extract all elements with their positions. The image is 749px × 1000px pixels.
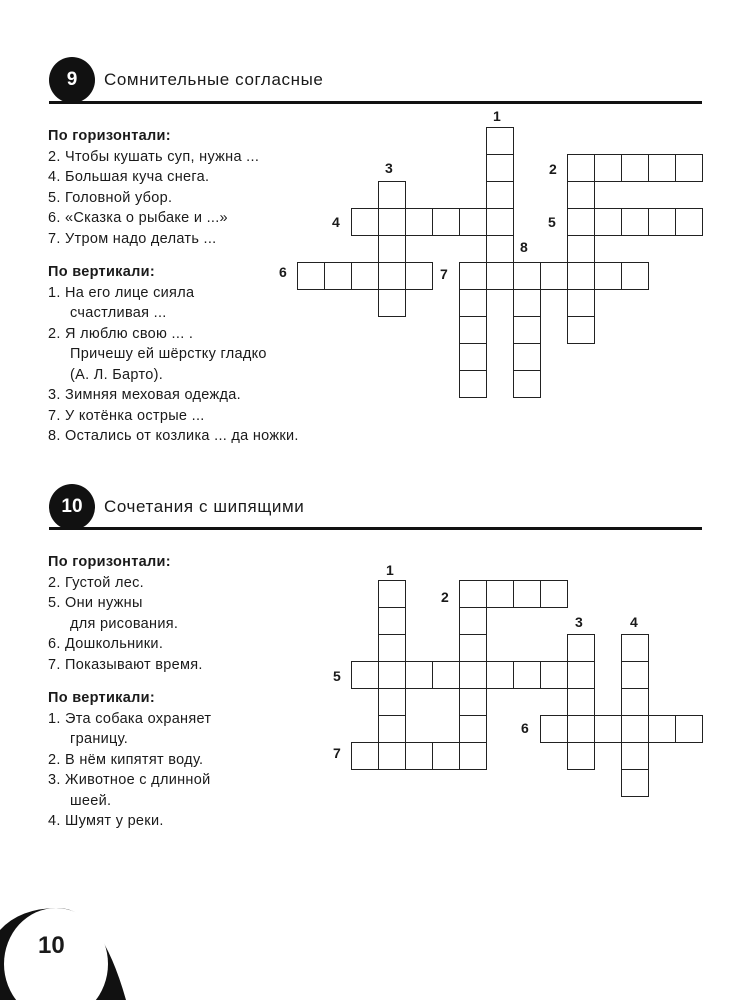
section-number-badge: 10	[49, 484, 95, 530]
crossword-cell[interactable]	[405, 742, 433, 770]
crossword-cell[interactable]	[621, 742, 649, 770]
clue-continuation: границу.	[70, 731, 129, 747]
grid-number: 4	[630, 614, 638, 630]
crossword-cell[interactable]	[459, 688, 487, 716]
crossword-cell[interactable]	[378, 607, 406, 635]
crossword-cell[interactable]	[351, 661, 379, 689]
grid-number: 8	[520, 239, 528, 255]
section-number-badge: 9	[49, 57, 95, 103]
crossword-cell[interactable]	[621, 715, 649, 743]
clue: 2. Я люблю свою ... .	[48, 325, 194, 342]
crossword-cell[interactable]	[567, 688, 595, 716]
crossword-cell[interactable]	[351, 742, 379, 770]
crossword-cell[interactable]	[567, 661, 595, 689]
crossword-cell[interactable]	[378, 661, 406, 689]
clue: 7. У котёнка острые ...	[48, 407, 205, 424]
crossword-cell[interactable]	[378, 688, 406, 716]
crossword-cell[interactable]	[567, 634, 595, 662]
clue: 8. Остались от козлика ... да ножки.	[48, 428, 299, 444]
crossword-cell[interactable]	[513, 580, 541, 608]
grid-number: 7	[333, 745, 341, 761]
crossword-cell[interactable]	[432, 742, 460, 770]
crossword-cell[interactable]	[459, 634, 487, 662]
crossword-cell[interactable]	[594, 715, 622, 743]
crossword-cell[interactable]	[621, 688, 649, 716]
clue: 7. Утром надо делать ...	[48, 230, 217, 247]
page-number: 10	[38, 932, 65, 959]
grid-number: 1	[386, 562, 394, 578]
crossword-cell[interactable]	[486, 580, 514, 608]
crossword-cell[interactable]	[378, 715, 406, 743]
grid-number: 3	[575, 614, 583, 630]
crossword-cell[interactable]	[540, 580, 568, 608]
crossword-cell[interactable]	[540, 661, 568, 689]
clue-continuation: для рисования.	[70, 615, 179, 632]
crossword-cell[interactable]	[486, 661, 514, 689]
section-title: Сомнительные согласные	[104, 70, 324, 89]
crossword-cell[interactable]	[432, 661, 460, 689]
grid-number: 5	[333, 668, 341, 684]
crossword-cell[interactable]	[459, 607, 487, 635]
crossword-cell[interactable]	[378, 634, 406, 662]
grid-number: 5	[548, 214, 556, 230]
crossword-cell[interactable]	[621, 661, 649, 689]
grid-number: 6	[521, 720, 529, 736]
down-heading: По вертикали:	[48, 264, 155, 280]
crossword-cell[interactable]	[378, 580, 406, 608]
crossword-cell[interactable]	[459, 661, 487, 689]
grid-number: 4	[332, 214, 340, 230]
across-heading: По горизонтали:	[48, 128, 171, 144]
crossword-cell[interactable]	[567, 742, 595, 770]
clue: 6. Дошкольники.	[48, 636, 164, 652]
grid-number: 3	[385, 160, 393, 176]
clue: 2. В нём кипятят воду.	[48, 751, 204, 768]
down-heading: По вертикали:	[48, 690, 155, 706]
clue: 3. Животное с длинной	[48, 772, 211, 788]
crossword-cell[interactable]	[540, 715, 568, 743]
clue-continuation: счастливая ...	[70, 305, 167, 321]
clue: 3. Зимняя меховая одежда.	[48, 387, 241, 403]
crossword-cell[interactable]	[513, 661, 541, 689]
crossword-cell[interactable]	[405, 661, 433, 689]
clue: 4. Большая куча снега.	[48, 169, 210, 185]
clue: 7. Показывают время.	[48, 656, 203, 673]
clue: 1. Эта собака охраняет	[48, 710, 212, 727]
page-corner-decoration	[0, 900, 140, 1000]
across-heading: По горизонтали:	[48, 554, 171, 570]
clue-continuation: шеей.	[70, 792, 112, 809]
crossword-cell[interactable]	[459, 715, 487, 743]
crossword-cell[interactable]	[621, 634, 649, 662]
crossword-cell[interactable]	[459, 742, 487, 770]
clue: 4. Шумят у реки.	[48, 813, 164, 829]
grid-number: 2	[549, 161, 557, 177]
crossword-cell[interactable]	[675, 715, 703, 743]
clue: 5. Они нужны	[48, 595, 143, 611]
clue-continuation: (А. Л. Барто).	[70, 366, 164, 383]
crossword-cell[interactable]	[459, 580, 487, 608]
clue: 2. Чтобы кушать суп, нужна ...	[48, 148, 260, 165]
clue: 5. Головной убор.	[48, 189, 173, 206]
crossword-cell[interactable]	[621, 769, 649, 797]
grid-number: 2	[441, 589, 449, 605]
clue-continuation: Причешу ей шёрстку гладко	[70, 346, 267, 362]
crossword-cell[interactable]	[648, 715, 676, 743]
crossword-cell[interactable]	[378, 742, 406, 770]
clue: 1. На его лице сияла	[48, 284, 195, 301]
clue: 2. Густой лес.	[48, 574, 145, 591]
grid-number: 6	[279, 264, 287, 280]
grid-number: 1	[493, 108, 501, 124]
clue: 6. «Сказка о рыбаке и ...»	[48, 210, 228, 226]
grid-number: 7	[440, 266, 448, 282]
section-title: Сочетания с шипящими	[104, 497, 305, 516]
crossword-cell[interactable]	[567, 715, 595, 743]
